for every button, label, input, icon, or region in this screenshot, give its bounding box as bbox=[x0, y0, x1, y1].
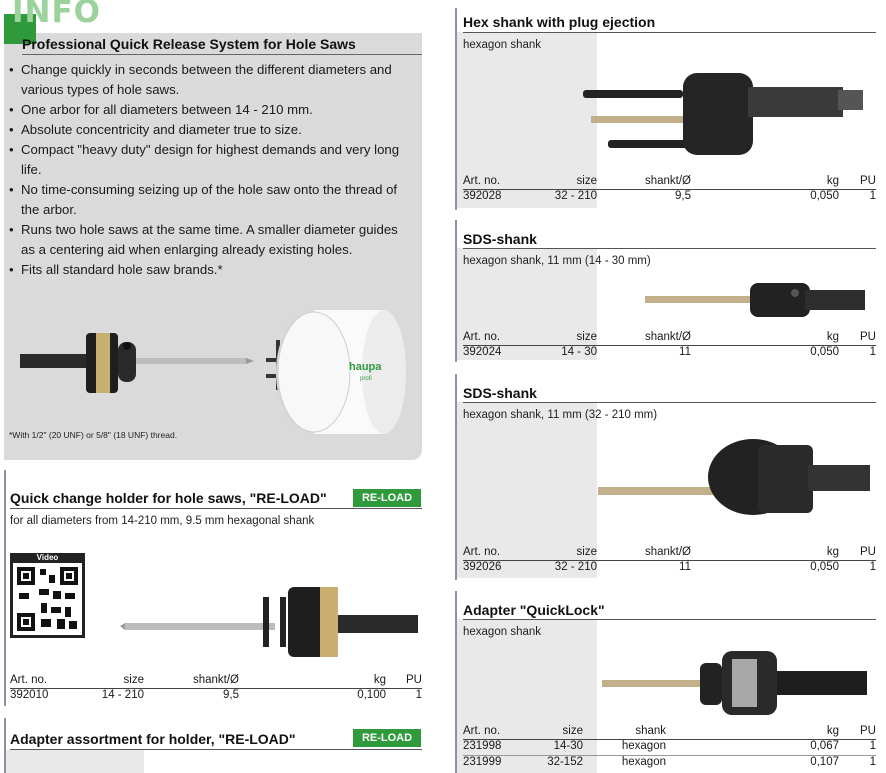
col-header-pu: PU bbox=[406, 674, 422, 686]
info-bullet: • Fits all standard hole saw brands.* bbox=[9, 260, 414, 280]
hex-title: Hex shank with plug ejection bbox=[463, 14, 656, 30]
col-header-kg: kg bbox=[826, 175, 839, 187]
cell-size: 32 - 210 bbox=[554, 561, 597, 573]
info-footnote: *With 1/2" (20 UNF) or 5/8" (18 UNF) thread. bbox=[9, 430, 178, 440]
cell-pu: 1 bbox=[869, 190, 876, 202]
cell-art-no: 392028 bbox=[463, 190, 502, 202]
info-title-rule bbox=[22, 54, 422, 55]
quicklock-subtitle: hexagon shank bbox=[463, 626, 542, 638]
col-header-shank: shank bbox=[635, 725, 666, 737]
col-header-art-no: Art. no. bbox=[463, 175, 501, 187]
col-header-size: size bbox=[576, 331, 597, 343]
info-bullet: • Absolute concentricity and diameter true to size. bbox=[9, 120, 414, 140]
video-label: Video bbox=[36, 553, 59, 562]
reload-table bbox=[10, 672, 422, 702]
info-bullet: • One arbor for all diameters between 14 - 210 mm. bbox=[9, 100, 414, 120]
cell-art-no: 392010 bbox=[10, 689, 49, 701]
col-header-size: size bbox=[576, 175, 597, 187]
reload-title-rule bbox=[10, 508, 422, 509]
quicklock-adapter-image bbox=[602, 645, 872, 720]
quicklock-title-rule bbox=[463, 619, 876, 620]
col-header-art-no: Art. no. bbox=[463, 725, 501, 737]
col-header-kg: kg bbox=[826, 331, 839, 343]
cell-kg: 0,100 bbox=[357, 689, 386, 701]
video-qr-code[interactable] bbox=[13, 563, 82, 635]
cell-shank: hexagon bbox=[621, 756, 666, 768]
col-header-art-no: Art. no. bbox=[463, 331, 501, 343]
info-watermark: INFO bbox=[12, 0, 102, 30]
cell-shank: 9,5 bbox=[675, 190, 691, 202]
assortment-panel bbox=[6, 750, 144, 773]
col-header-size: size bbox=[123, 674, 144, 686]
cell-size: 14-30 bbox=[553, 740, 583, 752]
reload-title: Quick change holder for hole saws, "RE-LOAD" bbox=[10, 490, 327, 506]
assortment-badge: RE-LOAD bbox=[353, 729, 421, 747]
cell-art-no: 392026 bbox=[463, 561, 502, 573]
svg-text:profi: profi bbox=[360, 376, 372, 382]
cell-kg: 0,050 bbox=[810, 190, 839, 202]
quicklock-table bbox=[463, 724, 876, 772]
cell-pu: 1 bbox=[869, 740, 876, 752]
info-bullet-list bbox=[9, 60, 414, 280]
info-bullet: • Compact "heavy duty" design for highest demands and very long life. bbox=[9, 140, 414, 180]
col-header-pu: PU bbox=[860, 546, 876, 558]
col-header-shank: shankt/Ø bbox=[644, 331, 691, 343]
sds1-title: SDS-shank bbox=[463, 231, 537, 247]
col-header-shank: shankt/Ø bbox=[644, 175, 691, 187]
assortment-title-rule bbox=[10, 749, 422, 750]
col-header-shank: shankt/Ø bbox=[644, 546, 691, 558]
cell-pu: 1 bbox=[869, 561, 876, 573]
cell-kg: 0,050 bbox=[810, 346, 839, 358]
info-bullet: • No time-consuming seizing up of the hole saw onto the thread of the arbor. bbox=[9, 180, 414, 220]
sds1-title-rule bbox=[463, 248, 876, 249]
cell-art-no: 231999 bbox=[463, 756, 502, 768]
qr-code-icon bbox=[13, 563, 82, 635]
info-bullet: • Runs two hole saws at the same time. A smaller diameter guides as a centering aid when enlarging already existing holes. bbox=[9, 220, 414, 260]
sds2-subtitle: hexagon shank, 11 mm (32 - 210 mm) bbox=[463, 409, 658, 421]
cell-shank: 11 bbox=[679, 346, 691, 358]
hex-title-rule bbox=[463, 32, 876, 33]
reload-badge: RE-LOAD bbox=[353, 489, 421, 507]
col-header-pu: PU bbox=[860, 331, 876, 343]
cell-size: 14 - 30 bbox=[561, 346, 597, 358]
hex-table bbox=[463, 174, 876, 206]
col-header-shank: shankt/Ø bbox=[192, 674, 239, 686]
col-header-size: size bbox=[562, 725, 583, 737]
cell-size: 32 - 210 bbox=[554, 190, 597, 202]
col-header-art-no: Art. no. bbox=[463, 546, 501, 558]
cell-pu: 1 bbox=[869, 756, 876, 768]
hex-subtitle: hexagon shank bbox=[463, 39, 542, 51]
col-header-art-no: Art. no. bbox=[10, 674, 48, 686]
reload-subtitle: for all diameters from 14-210 mm, 9.5 mm hexagonal shank bbox=[10, 515, 315, 527]
cell-pu: 1 bbox=[869, 346, 876, 358]
col-header-pu: PU bbox=[860, 725, 876, 737]
sds1-table bbox=[463, 330, 876, 362]
cell-size: 14 - 210 bbox=[101, 689, 144, 701]
reload-divider bbox=[4, 470, 6, 706]
hex-shank-image bbox=[583, 65, 873, 165]
sds1-shank-image bbox=[645, 278, 875, 323]
sds2-title: SDS-shank bbox=[463, 385, 537, 401]
cell-art-no: 231998 bbox=[463, 740, 502, 752]
col-header-kg: kg bbox=[826, 546, 839, 558]
sds2-table bbox=[463, 545, 876, 577]
haupa-logo: haupa bbox=[349, 361, 382, 373]
reload-holder-image bbox=[120, 575, 420, 665]
col-header-size: size bbox=[576, 546, 597, 558]
cell-kg: 0,107 bbox=[810, 756, 839, 768]
cell-kg: 0,067 bbox=[810, 740, 839, 752]
info-bullet: • Change quickly in seconds between the different diameters and various types of hole saws. bbox=[9, 60, 414, 100]
sds1-subtitle: hexagon shank, 11 mm (14 - 30 mm) bbox=[463, 255, 651, 267]
cell-art-no: 392024 bbox=[463, 346, 502, 358]
hole-saw-system-image bbox=[14, 300, 414, 440]
assortment-title: Adapter assortment for holder, "RE-LOAD" bbox=[10, 731, 296, 747]
sds2-shank-image bbox=[598, 435, 873, 520]
sds2-title-rule bbox=[463, 402, 876, 403]
cell-shank: hexagon bbox=[621, 740, 666, 752]
quicklock-title: Adapter "QuickLock" bbox=[463, 602, 605, 618]
col-header-kg: kg bbox=[373, 674, 386, 686]
cell-size: 32-152 bbox=[547, 756, 583, 768]
cell-shank: 9,5 bbox=[223, 689, 239, 701]
cell-shank: 11 bbox=[679, 561, 691, 573]
col-header-pu: PU bbox=[860, 175, 876, 187]
info-title: Professional Quick Release System for Hole Saws bbox=[22, 36, 356, 52]
cell-kg: 0,050 bbox=[810, 561, 839, 573]
col-header-kg: kg bbox=[826, 725, 839, 737]
cell-pu: 1 bbox=[415, 689, 422, 701]
